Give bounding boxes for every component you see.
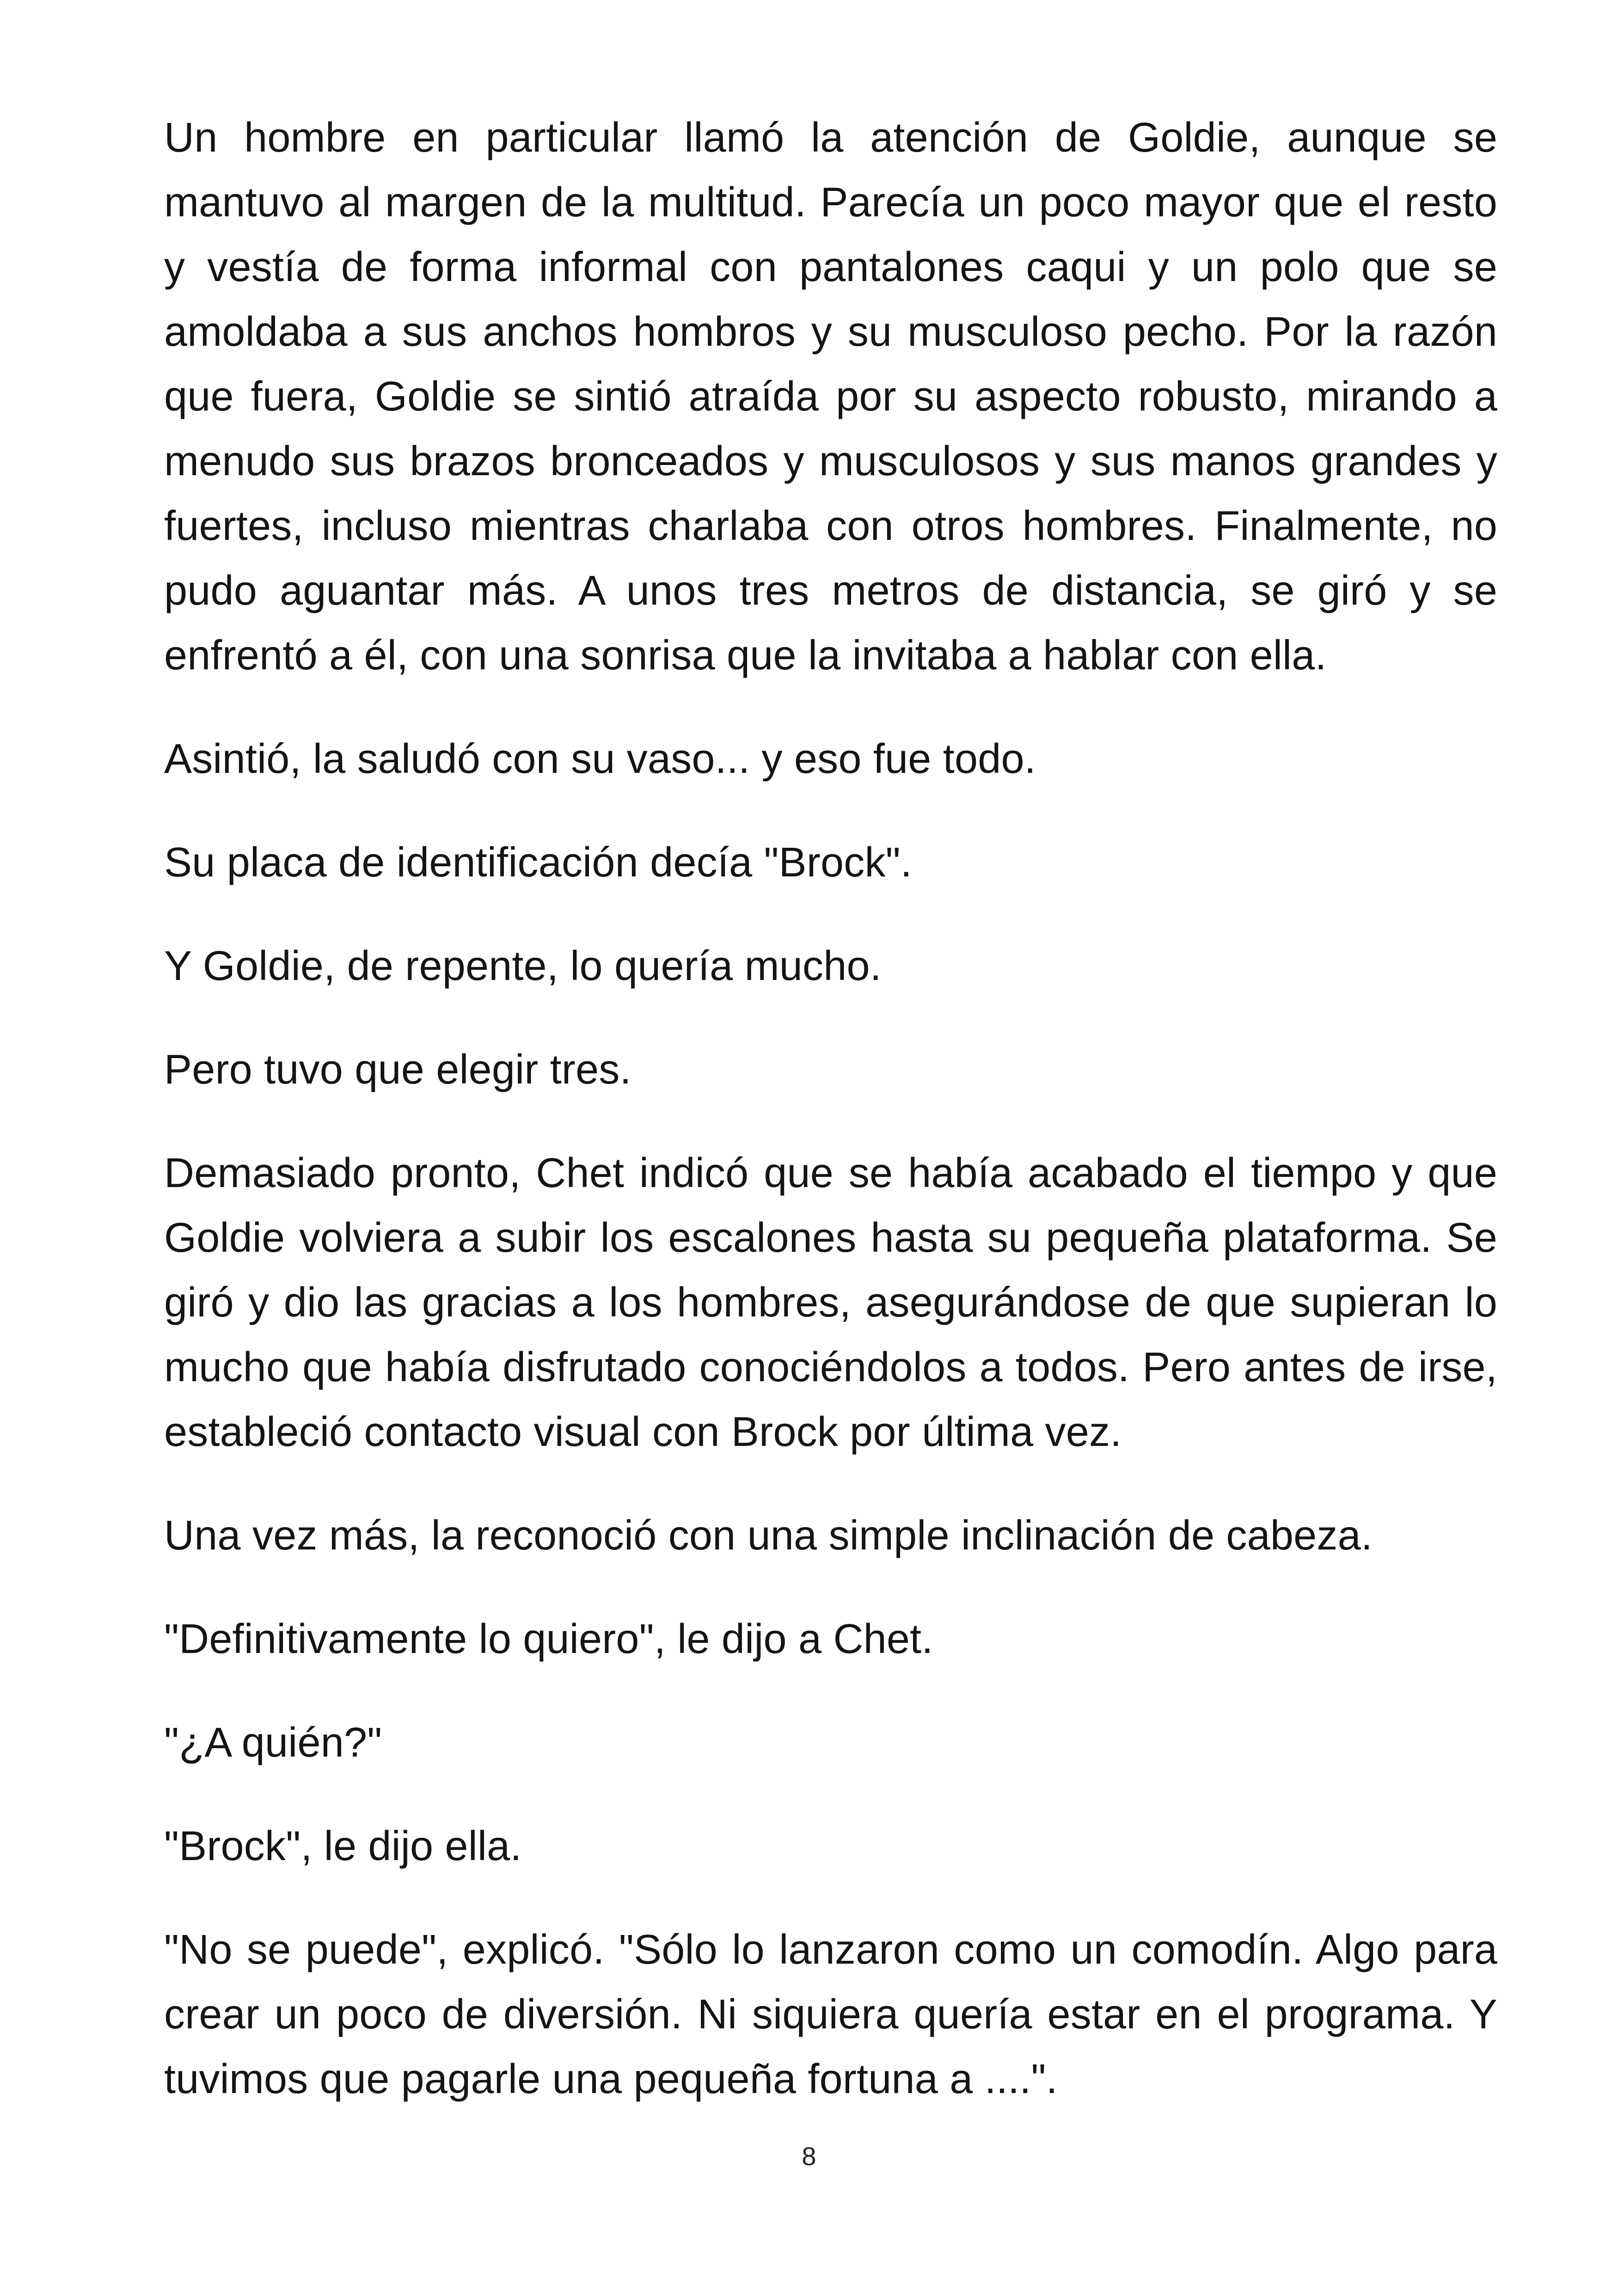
paragraph: Pero tuvo que elegir tres. xyxy=(164,1047,631,1093)
paragraph: "Brock", le dijo ella. xyxy=(164,1823,522,1869)
paragraph: Una vez más, la reconoció con una simple inclinación de cabeza. xyxy=(164,1512,1373,1559)
paragraph: Y Goldie, de repente, lo quería mucho. xyxy=(164,943,882,989)
paragraph: Un hombre en particular llamó la atención de Goldie, aunque se mantuvo al margen de la multitud. Parecía un poco mayor que el resto y vestía de forma informal con pantalones caqui y un polo que se amoldaba a sus anchos hombros y su musculoso pecho. Por la razón que fuera, Goldie se sintió atraída por su aspecto robusto, mirando a menudo sus brazos bronceados y musculosos y sus manos grandes y fuertes, incluso mientras charlaba con otros hombres. Finalmente, no pudo aguantar más. A unos tres metros de distancia, se giró y se enfrentó a él, con una sonrisa que la invitaba a hablar con ella. xyxy=(164,115,1497,679)
paragraph: Demasiado pronto, Chet indicó que se había acabado el tiempo y que Goldie volviera a subir los escalones hasta su pequeña plataforma. Se giró y dio las gracias a los hombres, asegurándose de que supieran lo mucho que había disfrutado conociéndolos a todos. Pero antes de irse, estableció contacto visual con Brock por última vez. xyxy=(164,1150,1497,1455)
paragraph: Su placa de identificación decía "Brock". xyxy=(164,839,913,886)
paragraph: "¿A quién?" xyxy=(164,1720,382,1766)
paragraph: "No se puede", explicó. "Sólo lo lanzaron como un comodín. Algo para crear un poco de diversión. Ni siquiera quería estar en el programa. Y tuvimos que pagarle una pequeña fortuna a ....". xyxy=(164,1927,1497,2102)
page-number: 8 xyxy=(802,2142,816,2171)
paragraph: "Definitivamente lo quiero", le dijo a Chet. xyxy=(164,1616,933,1662)
page-body xyxy=(164,105,1497,2150)
paragraph: Asintió, la saludó con su vaso... y eso fue todo. xyxy=(164,736,1036,782)
